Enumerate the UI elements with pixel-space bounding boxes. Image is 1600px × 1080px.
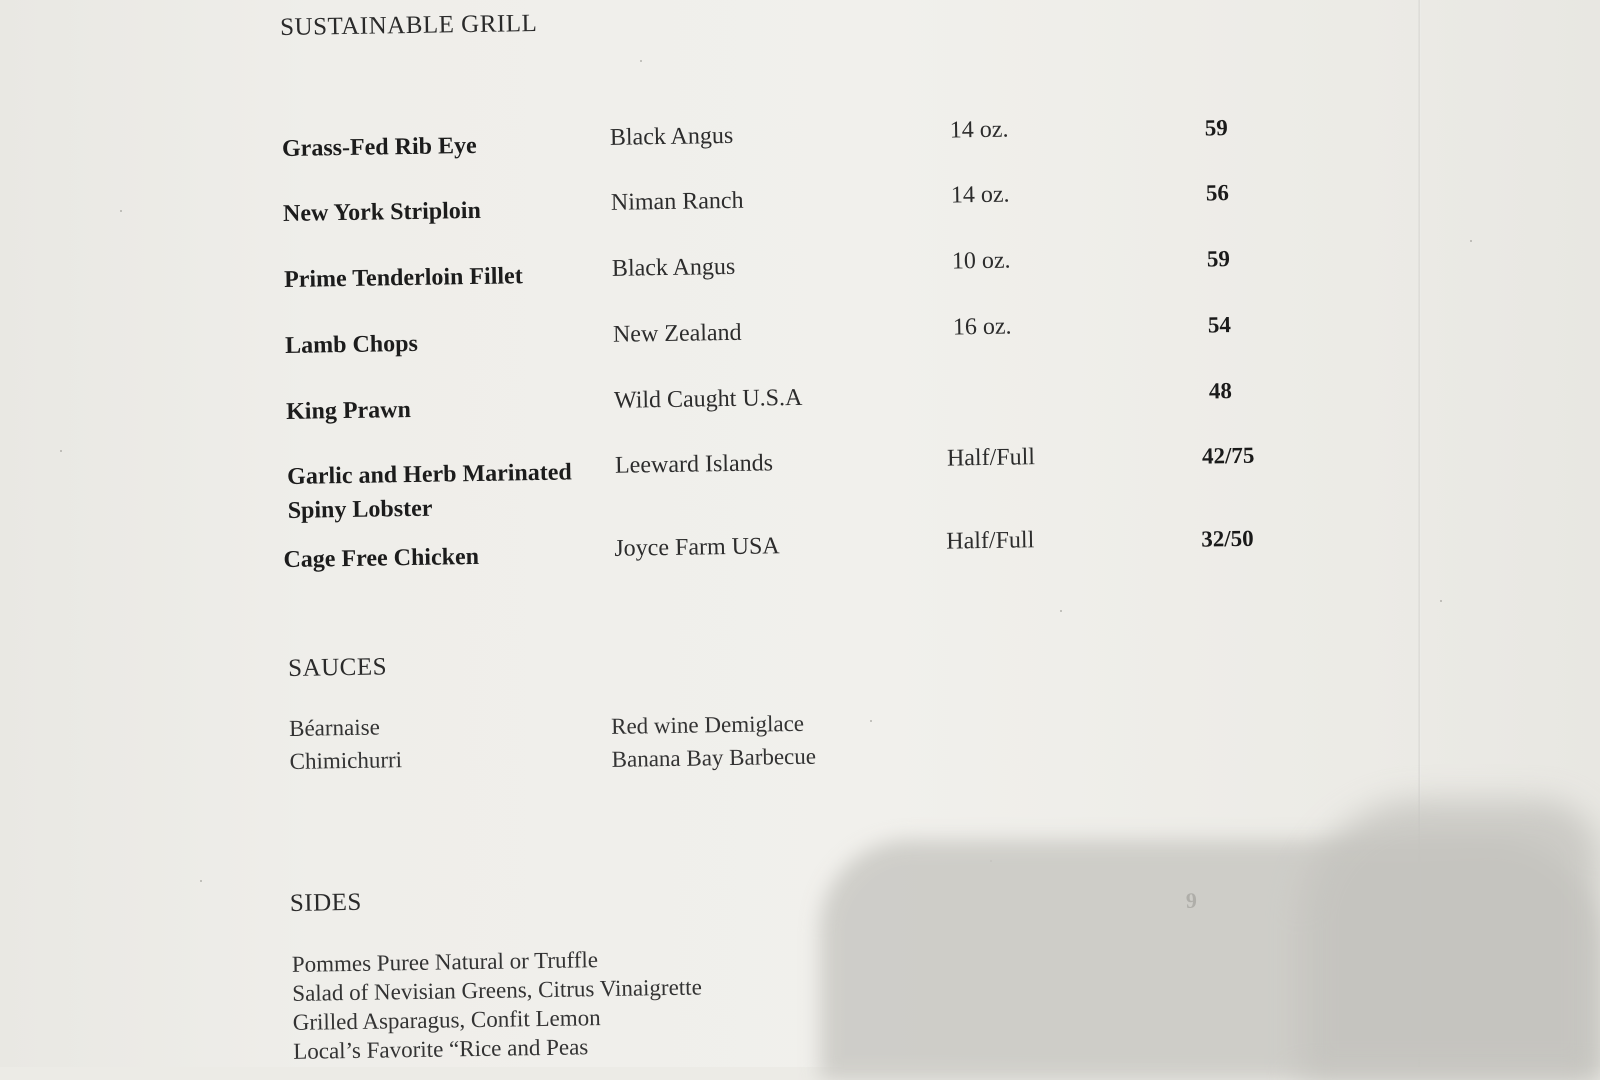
dish-portion: 14 oz. bbox=[949, 116, 1009, 144]
sauce-item: Chimichurri bbox=[289, 747, 403, 774]
section-heading-sides: SIDES bbox=[289, 888, 363, 917]
side-item: Grilled Asparagus, Confit Lemon bbox=[292, 1005, 601, 1035]
dish-name-continued: Spiny Lobster bbox=[287, 495, 433, 524]
dish-origin: Black Angus bbox=[611, 253, 736, 282]
dish-portion: 16 oz. bbox=[952, 313, 1012, 341]
dish-price: 56 bbox=[1205, 180, 1230, 206]
section-heading-grill: SUSTAINABLE GRILL bbox=[279, 9, 538, 41]
sauce-item: Red wine Demiglace bbox=[610, 710, 805, 739]
section-heading-sauces: SAUCES bbox=[287, 653, 388, 682]
dish-price: 32/50 bbox=[1201, 525, 1254, 552]
sauce-item: Béarnaise bbox=[288, 714, 381, 741]
dish-origin: Joyce Farm USA bbox=[614, 533, 780, 562]
dish-name: New York Striploin bbox=[282, 197, 482, 227]
dish-origin: Wild Caught U.S.A bbox=[613, 384, 803, 414]
dish-name: Grass-Fed Rib Eye bbox=[281, 132, 477, 162]
dish-price: 54 bbox=[1207, 312, 1232, 338]
dish-price: 48 bbox=[1208, 378, 1233, 404]
dish-portion: 14 oz. bbox=[950, 181, 1010, 209]
dish-price: 42/75 bbox=[1201, 442, 1255, 469]
hand-shadow bbox=[1300, 800, 1600, 1080]
side-item: Salad of Nevisian Greens, Citrus Vinaigrette bbox=[292, 974, 702, 1006]
dish-price: 59 bbox=[1206, 246, 1231, 272]
dish-portion: Half/Full bbox=[946, 444, 1036, 472]
dish-name: Lamb Chops bbox=[284, 330, 419, 359]
dish-origin: New Zealand bbox=[612, 319, 742, 348]
dish-portion: 10 oz. bbox=[951, 247, 1011, 275]
dish-portion: Half/Full bbox=[946, 527, 1035, 555]
sauce-item: Banana Bay Barbecue bbox=[611, 743, 817, 772]
side-item: Pommes Puree Natural or Truffle bbox=[291, 947, 599, 977]
dish-name: Cage Free Chicken bbox=[283, 543, 480, 574]
dish-name: King Prawn bbox=[285, 396, 412, 425]
dish-name: Garlic and Herb Marinated bbox=[286, 459, 572, 490]
dish-origin: Black Angus bbox=[609, 122, 734, 151]
side-item: Local’s Favorite “Rice and Peas bbox=[293, 1034, 589, 1064]
dish-origin: Leeward Islands bbox=[614, 450, 774, 479]
dish-origin: Niman Ranch bbox=[610, 187, 744, 216]
dish-name: Prime Tenderloin Fillet bbox=[283, 263, 523, 293]
dish-price: 59 bbox=[1204, 115, 1229, 141]
